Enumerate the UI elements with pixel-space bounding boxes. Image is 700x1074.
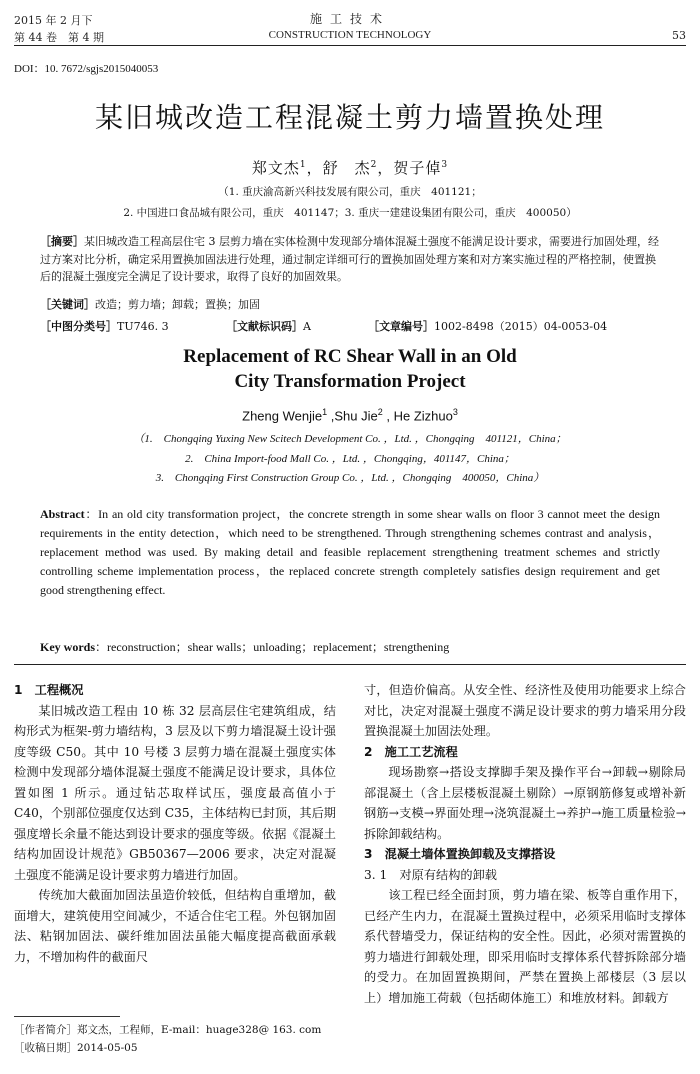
classification	[40, 318, 169, 334]
section-3-heading: 3 混凝土墙体置换卸载及支撑搭设	[364, 847, 556, 861]
header-rule	[14, 45, 686, 46]
abstract-cn-text: 某旧城改造工程高层住宅 3 层剪力墙在实体检测中发现部分墙体混凝土强度不能满足设计要求，需要进行加固处理，经过方案对比分析，确定采用置换加固法进行处理，通过制定详细可行的置换加固处理方案和对方案实施过程的严格控制，使置换后的混凝土强度完全满足了设计要求，取得了良好的加固效果。	[40, 235, 659, 283]
title-en-line2: City Transformation Project	[234, 371, 466, 392]
volume-issue: 第 44 卷 第 4 期	[14, 31, 104, 44]
issue-date: 2015 年 2 月下	[14, 14, 93, 27]
authors-en: Zheng Wenjie$^1$ ,Shu Jie$^2$ , He Zizhuo$^3$	[242, 407, 458, 424]
section-1-paragraph-2: 传统加大截面加固法虽造价较低，但结构自重增加，截面增大，建筑使用空间减少，不适合住宅工程。外包钢加固法、粘钢加固法、碳纤维加固法虽能大幅度提高截面承载力，不增加构件的截面尺	[14, 888, 336, 964]
received-date-text: 2014-05-05	[77, 1042, 138, 1054]
affiliation-cn-1: （1. 重庆渝高新兴科技发展有限公司，重庆 401121；	[218, 186, 482, 198]
section-1-paragraph-1: 某旧城改造工程由 10 栋 32 层高层住宅建筑组成，结构形式为框架-剪力墙结构，3 层及以下剪力墙混凝土设计强度等级 C50。其中 10 号楼 3 层剪力墙在混凝土强度实体检测中发现部分墙体混凝土强度不能满足设计要求，具体位置如图 1 所示。通过钻芯取样试压，强度最高值小于 C40，个别部位强度仅达到 C35，主体结构已封顶，其后期强度增长余量不能达到设计要求的强度等级。依据《混凝土结构加固设计规范》GB50367—2006 要求，决定对混凝土强度不能满足设计要求剪力墙进行加固。	[14, 703, 336, 882]
author-cn: 郑文杰	[251, 159, 300, 177]
page-number: 53	[672, 29, 686, 42]
author-footnote	[14, 1022, 321, 1037]
author-en: He Zizhuo	[393, 408, 453, 424]
author-en: Zheng Wenjie	[242, 408, 323, 424]
footnote-rule	[14, 1016, 120, 1017]
abstract-en-label: Abstract	[40, 507, 85, 521]
keywords-cn-label: ［关键词］	[40, 298, 95, 311]
received-date-footnote	[14, 1040, 138, 1055]
body-right-column	[364, 680, 686, 1008]
title-en-line1: Replacement of RC Shear Wall in an Old	[183, 346, 517, 367]
abstract-en	[40, 505, 660, 600]
body-left-column	[14, 680, 336, 967]
article-number-value: 1002-8498（2015）04-0053-04	[434, 320, 608, 333]
affiliation-en-2: 2. China Import-food Mall Co. ，Ltd. ，Chongqing，401147，China；	[185, 453, 515, 465]
doc-code-label: ［文献标识码］	[226, 320, 303, 333]
section-3-1-paragraph: 该工程已经全面封顶，剪力墙在梁、板等自重作用下，已经产生内力，在混凝土置换过程中，必须采用临时支撑体系代替墙受力，保证结构的安全性。因此，必须对需置换的剪力墙进行卸载处理，即采用临时支撑体系代替拆除部分墙的受力。在加固置换期间，严禁在置换上部楼层（3 层以上）增加施工荷载（包括砌体施工）和堆放材料。卸载方	[364, 888, 686, 1005]
section-rule	[14, 664, 686, 665]
keywords-en-text: ：reconstruction；shear walls；unloading；replacement；strengthening	[95, 640, 450, 654]
keywords-en-label: Key words	[40, 640, 95, 654]
title-cn: 某旧城改造工程混凝土剪力墙置换处理	[94, 101, 605, 134]
affiliation-en-3: 3. Chongqing First Construction Group Co. ，Ltd. ，Chongqing 400050，China）	[155, 472, 545, 484]
keywords-en	[40, 638, 660, 655]
section-1-heading: 1 工程概况	[14, 683, 84, 697]
classification-value: TU746. 3	[117, 320, 169, 333]
keywords-cn-text: 改造；剪力墙；卸载；置换；加固	[95, 298, 260, 311]
author-sup: 1	[322, 407, 328, 417]
author-cn: 舒 杰	[322, 159, 371, 177]
journal-name-cn: 施工技术	[309, 12, 390, 26]
section-1-continuation: 寸，但造价偏高。从安全性、经济性及使用功能要求上综合对比，决定对混凝土强度不满足设计要求的剪力墙采用分段置换混凝土加固法处理。	[364, 683, 686, 738]
author-footnote-text: 郑文杰，工程师，E-mail：huage328@ 163. com	[77, 1024, 322, 1036]
author-footnote-label: ［作者简介］	[14, 1024, 77, 1036]
author-sup: 1	[299, 160, 307, 170]
abstract-cn-label: ［摘要］	[40, 235, 84, 248]
article-number	[368, 318, 607, 334]
section-3-1-heading: 3. 1 对原有结构的卸载	[364, 867, 497, 882]
authors-cn: 郑文杰$^1$，舒 杰$^2$，贺子倬$^3$	[251, 159, 449, 177]
author-sup: 3	[441, 160, 449, 170]
affiliation-en-1: （1. Chongqing Yuxing New Scitech Development Co. ，Ltd. ，Chongqing 401121，China；	[133, 433, 567, 445]
abstract-en-text: ：In an old city transformation project，the concrete strength in some shear walls on floor 3 cannot meet the design requirements in the entity detection，which need to be strengthened. Through strengthening schemes contrast and analysis，replacement method was used. By making detail and feasible replacement strengthening treatment schemes and strictly controlling scheme implementation process，the replaced concrete strength completely satisfies design requirement and get good strengthening effect.	[40, 507, 660, 597]
author-sup: 2	[377, 407, 383, 417]
article-number-label: ［文章编号］	[368, 320, 434, 333]
affiliation-cn-2: 2. 中国进口食品城有限公司，重庆 401147；3. 重庆一建建设集团有限公司，重庆 400050）	[123, 207, 577, 219]
section-2-heading: 2 施工工艺流程	[364, 744, 458, 759]
abstract-cn	[40, 233, 660, 286]
doi: DOI：10. 7672/sgjs2015040053	[14, 63, 159, 75]
doc-code-value: A	[303, 320, 311, 333]
section-2-paragraph: 现场勘察→搭设支撑脚手架及操作平台→卸载→剔除局部混凝土（含上层楼板混凝土剔除）→原钢筋修复或增补新钢筋→支模→界面处理→浇筑混凝土→养护→施工质量检验→拆除卸载结构。	[364, 765, 686, 841]
author-sup: 2	[370, 160, 378, 170]
classification-label: ［中图分类号］	[40, 320, 117, 333]
doc-code	[226, 318, 311, 334]
journal-name-en: CONSTRUCTION TECHNOLOGY	[268, 29, 432, 41]
author-en: Shu Jie	[334, 408, 378, 424]
author-sup: 3	[452, 407, 458, 417]
keywords-cn	[40, 296, 660, 314]
received-date-label: ［收稿日期］	[14, 1042, 77, 1054]
author-cn: 贺子倬	[393, 159, 442, 177]
